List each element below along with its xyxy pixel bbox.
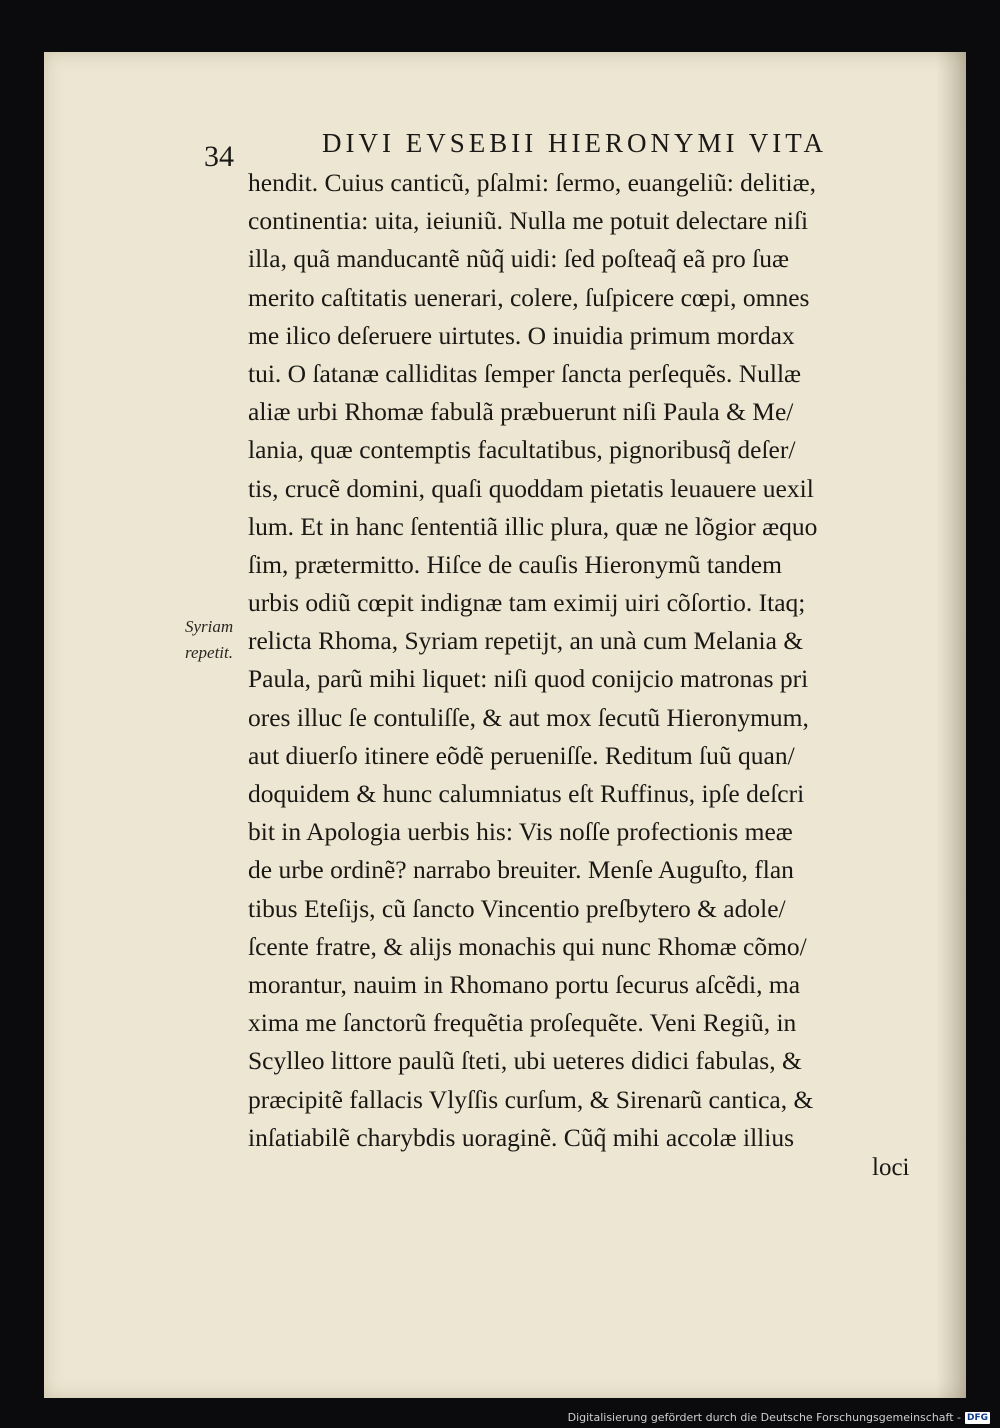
marginal-note-line: repetit. (185, 643, 233, 662)
text-line: aliæ urbi Rhomæ fabulã præbuerunt niſi Paula & Me/ (248, 397, 794, 427)
text-line: relicta Rhoma, Syriam repetijt, an unà cum Melania & (248, 626, 804, 656)
marginal-note-line: Syriam (185, 617, 234, 636)
text-line: tibus Eteſijs, cũ ſancto Vincentio preſbytero & adole/ (248, 893, 786, 923)
catchword: loci (872, 1154, 910, 1181)
text-line: continentia: uita, ieiuniũ. Nulla me potuit delectare niſi (248, 206, 809, 236)
text-line: ſim, prætermitto. Hiſce de cauſis Hieronymũ tandem (248, 549, 782, 579)
text-line: tui. O ſatanæ calliditas ſemper ſancta perſequẽs. Nullæ (248, 358, 802, 388)
running-head: DIVI EVSEBII HIERONYMI VITA (322, 128, 828, 158)
text-line: Scylleo littore paulũ ſteti, ubi ueteres didici fabulas, & (248, 1046, 802, 1076)
text-line: urbis odiũ cœpit indignæ tam eximij uiri cõſortio. Itaq; (248, 588, 806, 618)
text-line: bit in Apologia uerbis his: Vis noſſe profectionis meæ (248, 817, 793, 847)
text-line: ſcente fratre, & alijs monachis qui nunc Rhomæ cõmo/ (248, 931, 807, 961)
text-line: ores illuc ſe contuliſſe, & aut mox ſecutũ Hieronymum, (248, 702, 809, 732)
text-line: hendit. Cuius canticũ, pſalmi: ſermo, euangeliũ: delitiæ, (248, 168, 816, 197)
dfg-logo-icon: DFG (966, 1412, 988, 1423)
text-line: aut diuerſo itinere eõdẽ perueniſſe. Reditum ſuũ quan/ (248, 740, 795, 770)
body-text (248, 164, 928, 1157)
book-page (44, 52, 966, 1398)
footer-credit (568, 1411, 990, 1424)
text-line: lum. Et in hanc ſententiã illic plura, quæ ne lõgior æquo (248, 511, 818, 541)
text-line: Paula, parũ mihi liquet: niſi quod conijcio matronas pri (248, 664, 809, 694)
text-line: me ilico deſeruere uirtutes. O inuidia primum mordax (248, 320, 795, 350)
text-line: doquidem & hunc calumniatus eſt Ruffinus, ipſe deſcri (248, 779, 805, 808)
text-line: lania, quæ contemptis facultatibus, pignoribusq̃ deſer/ (248, 435, 796, 465)
text-line: morantur, nauim in Rhomano portu ſecurus aſcẽdi, ma (248, 969, 801, 999)
text-line: xima me ſanctorũ frequẽtia proſequẽte. Veni Regiũ, in (248, 1008, 797, 1038)
text-line: de urbe ordinẽ? narrabo breuiter. Menſe Auguſto, flan (248, 855, 794, 885)
text-line: tis, crucẽ domini, quaſi quoddam pietatis leuauere uexil (248, 473, 814, 503)
text-line: præcipitẽ fallacis Vlyſſis curſum, & Sirenarũ cantica, & (248, 1084, 814, 1114)
text-line: inſatiabilẽ charybdis uoraginẽ. Cũq̃ mihi accolæ illius (248, 1122, 795, 1152)
page-number: 34 (204, 140, 234, 173)
text-line: merito caſtitatis uenerari, colere, ſuſpicere cœpi, omnes (248, 282, 810, 312)
footer-text: Digitalisierung gefördert durch die Deutsche Forschungsgemeinschaft - (567, 1411, 961, 1424)
marginal-note (185, 614, 233, 666)
page-edge-shadow (936, 52, 966, 1398)
text-line: illa, quã manducantẽ nũq̃ uidi: ſed poſteaq̃ eã pro ſuæ (248, 244, 790, 274)
